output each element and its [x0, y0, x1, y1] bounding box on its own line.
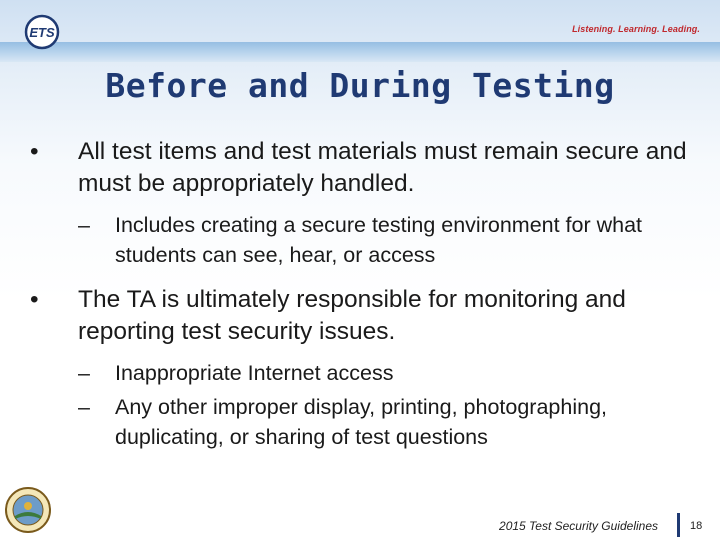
footer-divider: [677, 513, 680, 537]
sub-bullet-text: Any other improper display, printing, photographing, duplicating, or sharing of test questions: [115, 395, 608, 449]
header-bar: [0, 0, 720, 62]
state-seal-icon: [4, 486, 52, 534]
bullet-marker: •: [30, 138, 39, 165]
footer-text: 2015 Test Security Guidelines: [499, 519, 658, 533]
bullet-text: All test items and test materials must remain secure and must be appropriately handled.: [78, 138, 687, 197]
sub-bullet-marker: –: [78, 395, 90, 419]
ets-logo-icon: [20, 14, 64, 50]
slide-content: [30, 136, 700, 456]
bullet-item: [30, 136, 700, 200]
tagline: Listening. Learning. Leading.: [572, 24, 700, 34]
bullet-item: [30, 284, 700, 348]
sub-bullet-item: [30, 358, 700, 388]
bullet-marker: •: [30, 286, 39, 313]
sub-bullet-item: [30, 210, 700, 270]
bullet-text: The TA is ultimately responsible for monitoring and reporting test security issues.: [78, 286, 626, 345]
sub-bullet-text: Inappropriate Internet access: [115, 361, 394, 385]
page-number: 18: [690, 520, 703, 532]
sub-bullet-marker: –: [78, 361, 90, 385]
sub-bullet-text: Includes creating a secure testing environment for what students can see, hear, or access: [115, 213, 643, 267]
slide-title: Before and During Testing: [105, 66, 615, 105]
sub-bullet-marker: –: [78, 213, 90, 237]
sub-bullet-item: [30, 392, 700, 452]
logo-text: ETS: [29, 25, 55, 40]
header-band: [0, 42, 720, 62]
